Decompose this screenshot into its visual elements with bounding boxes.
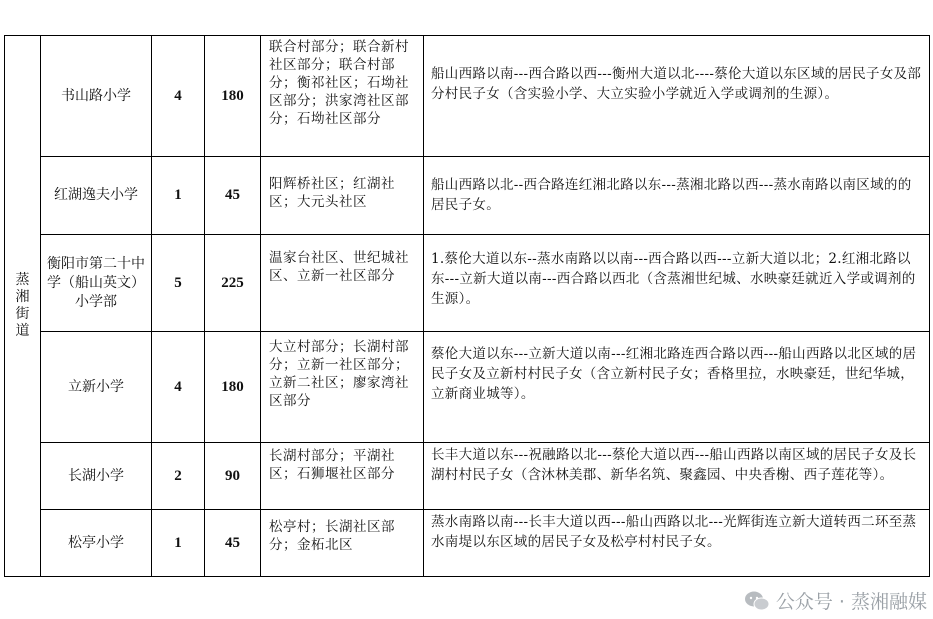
class-count: 5: [152, 235, 205, 332]
enrollment-area-cell: [424, 157, 930, 235]
seat-count: 45: [205, 157, 261, 235]
communities-text: 联合村部分；联合新村社区部分；联合村部分；衡祁社区；石坳社区部分；洪家湾社区部分；石坳社区部分: [269, 39, 409, 127]
class-count: 4: [152, 332, 205, 443]
watermark: [744, 587, 927, 614]
district-name: 蒸湘街道: [15, 272, 30, 339]
school-zoning-table: [4, 35, 930, 577]
seat-count: 180: [205, 36, 261, 157]
table-row: [5, 510, 930, 577]
enrollment-area-cell: [424, 235, 930, 332]
class-count: 1: [152, 157, 205, 235]
seat-count: 90: [205, 443, 261, 510]
enrollment-area-cell: [424, 332, 930, 443]
communities-text: 松亭村；长湖社区部分；金柘北区: [269, 519, 395, 553]
enrollment-area-text: 长丰大道以东---祝融路以北---蔡伦大道以西---船山西路以南区域的居民子女及长湖村村民子女（含沐林美郡、新华名筑、聚鑫园、中央香榭、西子莲花等）。: [431, 447, 917, 483]
enrollment-area-cell: [424, 443, 930, 510]
communities-cell: [261, 332, 424, 443]
school-name: 书山路小学: [41, 36, 152, 157]
school-name: 衡阳市第二十中学（船山英文）小学部: [41, 235, 152, 332]
school-name: 松亭小学: [41, 510, 152, 577]
table-row: [5, 235, 930, 332]
table-row: [5, 157, 930, 235]
seat-count: 45: [205, 510, 261, 577]
district-cell: [5, 36, 41, 577]
class-count: 2: [152, 443, 205, 510]
school-name: 红湖逸夫小学: [41, 157, 152, 235]
communities-text: 大立村部分；长湖村部分；立新一社区部分；立新二社区；廖家湾社区部分: [269, 339, 409, 409]
enrollment-area-text: 蒸水南路以南---长丰大道以西---船山西路以北---光辉街连立新大道转西二环至蒸水南堤以东区域的居民子女及松亭村村民子女。: [431, 514, 917, 550]
table-row: [5, 443, 930, 510]
communities-text: 长湖村部分；平湖社区；石狮堰社区部分: [269, 448, 395, 482]
watermark-text: 公众号 · 蒸湘融媒: [775, 591, 927, 613]
school-name: 长湖小学: [41, 443, 152, 510]
wechat-icon: [744, 590, 770, 612]
enrollment-area-text: 蔡伦大道以东---立新大道以南---红湘北路连西合路以西---船山西路以北区域的居民子女及立新村村民子女（含立新村民子女；香格里拉，水映豪廷，世纪华城，立新商业城等）。: [431, 346, 917, 402]
communities-text: 温家台社区、世纪城社区、立新一社区部分: [269, 250, 409, 284]
table-row: [5, 332, 930, 443]
seat-count: 180: [205, 332, 261, 443]
class-count: 4: [152, 36, 205, 157]
communities-cell: [261, 157, 424, 235]
enrollment-area-cell: [424, 510, 930, 577]
seat-count: 225: [205, 235, 261, 332]
table-row: [5, 36, 930, 157]
communities-cell: [261, 443, 424, 510]
communities-cell: [261, 36, 424, 157]
class-count: 1: [152, 510, 205, 577]
communities-cell: [261, 235, 424, 332]
school-name: 立新小学: [41, 332, 152, 443]
enrollment-area-text: 1.蔡伦大道以东--蒸水南路以以南---西合路以西---立新大道以北；2.红湘北路以东---立新大道以南---西合路以西北（含蒸湘世纪城、水映豪廷就近入学或调剂的生源）。: [431, 251, 916, 307]
enrollment-area-cell: [424, 36, 930, 157]
enrollment-area-text: 船山西路以南---西合路以西---衡州大道以北----蔡伦大道以东区域的居民子女及部分村民子女（含实验小学、大立实验小学就近入学或调剂的生源）。: [431, 66, 922, 102]
communities-cell: [261, 510, 424, 577]
enrollment-area-text: 船山西路以北--西合路连红湘北路以东---蒸湘北路以西---蒸水南路以南区域的的居民子女。: [431, 177, 912, 213]
communities-text: 阳辉桥社区；红湖社区；大元头社区: [269, 176, 395, 210]
